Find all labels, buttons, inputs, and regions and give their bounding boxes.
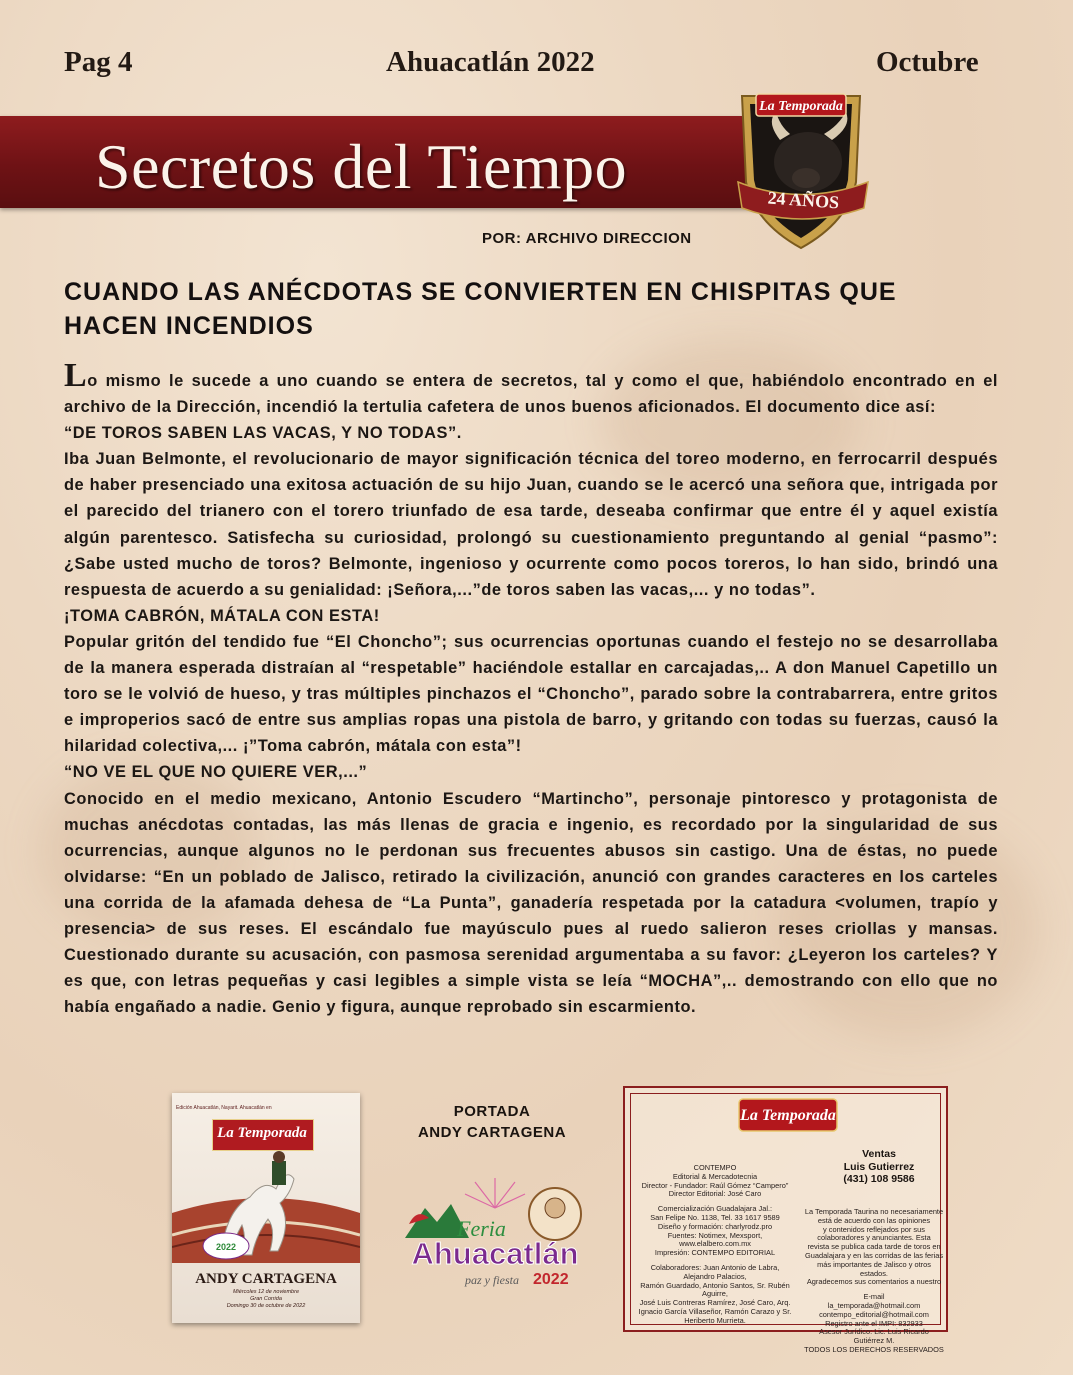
credits-line: Aguirre, <box>702 1289 728 1299</box>
subhead-1: “DE TOROS SABEN LAS VACAS, Y NO TODAS”. <box>64 424 462 443</box>
credits-line: José Luis Contreras Ramírez, José Caro, Arq. <box>639 1298 791 1308</box>
credits-line: y contenidos reflejados por sus <box>823 1224 925 1234</box>
portada-label: PORTADA <box>453 1103 531 1120</box>
credits-line: Editorial & Mercadotecnia <box>672 1171 758 1181</box>
subhead-3: “NO VE EL QUE NO QUIERE VER,...” <box>64 763 368 782</box>
credits-line: Alejandro Palacios, <box>683 1271 747 1281</box>
feria-mini-logo <box>202 1231 250 1261</box>
byline: POR: ARCHIVO DIRECCION <box>482 230 692 247</box>
credits-line: revista se publica cada tarde de toros en <box>807 1242 941 1252</box>
feria-ahuacatlan-logo <box>395 1178 595 1296</box>
paragraph-3: Popular gritón del tendido fue “El Choncho”; sus ocurrencias oportunas cuando el festejo no se desarrollaba de la manera esperada distraían al “respetable” haciéndole estallar en carcajadas,.. A don Manuel Capetillo un toro se le volvió de hueso, y tras múltiples pinchazos el “Choncho”, parado sobre la contrabarrera, entre gritos e improperios sacó de entre sus amplias ropas una pistola de barro, y gritando con todas su fuerzas, causó la hilaridad colectiva,... ¡”Toma cabrón, mátala con esta”! <box>64 632 998 756</box>
anniversary-text: 24 AÑOS <box>767 187 840 213</box>
credits-line: colaboradores y anunciantes. Esta <box>817 1233 931 1243</box>
credits-line: contempo_editorial@hotmail.com <box>819 1309 929 1319</box>
article-headline: CUANDO LAS ANÉCDOTAS SE CONVIERTEN EN CHISPITAS QUE HACEN INCENDIOS <box>64 278 897 340</box>
month-label: Octubre <box>876 46 979 78</box>
drop-cap: L <box>64 357 88 394</box>
credits-line: Registro ante el IMPI: 832933 <box>825 1318 923 1328</box>
subhead-2: ¡TOMA CABRÓN, MÁTALA CON ESTA! <box>64 606 380 625</box>
la-temporada-shield-logo <box>728 82 874 252</box>
feria-town: Ahuacatlán <box>411 1236 579 1271</box>
credits-line: E-mail <box>863 1292 885 1302</box>
cover-name: ANDY CARTAGENA <box>195 1271 337 1287</box>
credits-line: Agradecemos sus comentarios a nuestro <box>806 1277 942 1287</box>
logo-text: La Temporada <box>759 99 843 114</box>
credits-line: www.elalbero.com.mx <box>679 1239 751 1249</box>
credits-line: Heriberto Murrieta. <box>684 1315 746 1325</box>
svg-text:2022: 2022 <box>215 1242 237 1252</box>
feria-word: Feria <box>457 1216 506 1241</box>
portada-caption <box>412 1101 572 1143</box>
horse-rider-illustration <box>172 1143 360 1263</box>
credits-line: CONTEMPO <box>693 1163 737 1172</box>
paragraph-4: Conocido en el medio mexicano, Antonio Escudero “Martincho”, personaje pintoresco y protagonista de muchas anécdotas contadas, las más llenas de gracia e ingenio, es recordado por la singularidad de sus ocurrencias, aunque algunos no le perdonan sus frecuentes abusos sin castigo. Una de éstas, no puede olvidarse: “En un poblado de Jalisco, retirado la civilización, anunció con grandes caracteres en los carteles una corrida de la afamada dehesa de “La Punta”, ganadería respetada por la catadura <volumen, trapío y presencia> de sus reses. El escándalo fue mayúsculo pues al ruedo salieron reses criollas y mansas. Cuestionado durante su acusación, con pasmosa serenidad argumentaba a su favor: ¿Leyeron los carteles? Y es que, con letras pequeñas y casi legibles a simple vista se leía “MOCHA”,.. demostrando con ello que no había engañado a nadie. Genio y figura, aunque reprobado sin escarmiento. <box>64 789 998 1017</box>
credits-line: Guadalajara y en las corridas de las ferias <box>804 1250 944 1260</box>
ventas-phone: (431) 108 9586 <box>843 1173 915 1185</box>
credits-line: está de acuerdo con las opiniones <box>817 1215 931 1225</box>
credits-line: La Temporada Taurina no necesariamente <box>804 1207 944 1216</box>
credits-line: Colaboradores: Juan Antonio de Labra, <box>650 1262 780 1272</box>
credits-line: Fuentes: Notimex, Mexsport, <box>667 1230 763 1240</box>
edition-title: Ahuacatlán 2022 <box>386 46 595 78</box>
article-body <box>64 357 998 1020</box>
page-number: Pag 4 <box>64 46 133 78</box>
credits-line: Ramón Guardado, Antonio Santos, Sr. Rubén <box>640 1280 790 1290</box>
credits-line: Impresión: CONTEMPO EDITORIAL <box>654 1248 776 1258</box>
credits-box <box>623 1086 948 1354</box>
cover-top-line: Edición Ahuacatlán, Nayarit. Ahuacatlán en <box>176 1105 272 1111</box>
credits-line: TODOS LOS DERECHOS RESERVADOS <box>804 1344 944 1354</box>
cover-dates: Miércoles 12 de noviembre Gran Corrida Domingo 30 de octubre de 2022 <box>226 1289 306 1309</box>
credits-line: San Felipe No. 1138, Tel. 33 1617 9589 <box>650 1212 780 1222</box>
svg-text:La Temporada: La Temporada <box>740 1107 836 1124</box>
credits-left-column <box>635 1164 795 1326</box>
ventas-name: Luis Gutierrez <box>843 1160 915 1173</box>
ventas-block <box>829 1148 929 1186</box>
credits-line: la_temporada@hotmail.com <box>827 1300 921 1310</box>
portada-name: ANDY CARTAGENA <box>417 1124 567 1141</box>
feria-year: 2022 <box>533 1271 569 1288</box>
credits-line: Director Editorial: José Caro <box>668 1189 762 1199</box>
credits-line: Director - Fundador: Raúl Gómez “Campero” <box>641 1180 789 1190</box>
credits-line: más importantes de Jalisco y otros estados. <box>817 1259 931 1278</box>
magazine-cover-image <box>172 1093 360 1323</box>
credits-right-column <box>803 1208 945 1355</box>
section-title: Secretos del Tiempo <box>95 131 628 202</box>
credits-line: Ignacio García Villaseñor, Ramón Carazo y Sr. <box>638 1306 792 1316</box>
feria-tagline: paz y fiesta <box>465 1273 519 1287</box>
cover-masthead: La Temporada <box>217 1125 307 1141</box>
credits-line: Comercialización Guadalajara Jal.: <box>657 1204 773 1214</box>
paragraph-2: Iba Juan Belmonte, el revolucionario de mayor significación técnica del toreo moderno, en ferrocarril después de haber presenciado una exitosa actuación de su hijo Juan, cuando se le acercó una señora que, intrigada por el parecido del trianero con el torero triunfado de esa tarde, deseaba confirmar que entre él y aquel existía algún parentesco. Satisfecha su curiosidad, prolongó su cuestionamiento preguntando al genial “pasmo”: ¿Sabe usted mucho de toros? Belmonte, ingenioso y ocurrente como pocos toreros, lo han sido, brindó una respuesta de acuerdo a su genialidad: ¡Señora,...”de toros saben las vacas,... y no todas”. <box>64 450 998 599</box>
credits-line: Asesor Jurídico: Lic. Luis Ricardo Gutiérrez M. <box>819 1327 929 1346</box>
ventas-label: Ventas <box>862 1148 896 1160</box>
paragraph-1: o mismo le sucede a uno cuando se entera de secretos, tal y como el que, habiéndolo encontrado en el archivo de la Dirección, incendió la tertulia cafetera de unos buenos aficionados. El documento dice así: <box>64 372 998 417</box>
credits-line: Diseño y formación: charlyrodz.pro <box>657 1221 773 1231</box>
la-temporada-logo <box>738 1098 838 1132</box>
